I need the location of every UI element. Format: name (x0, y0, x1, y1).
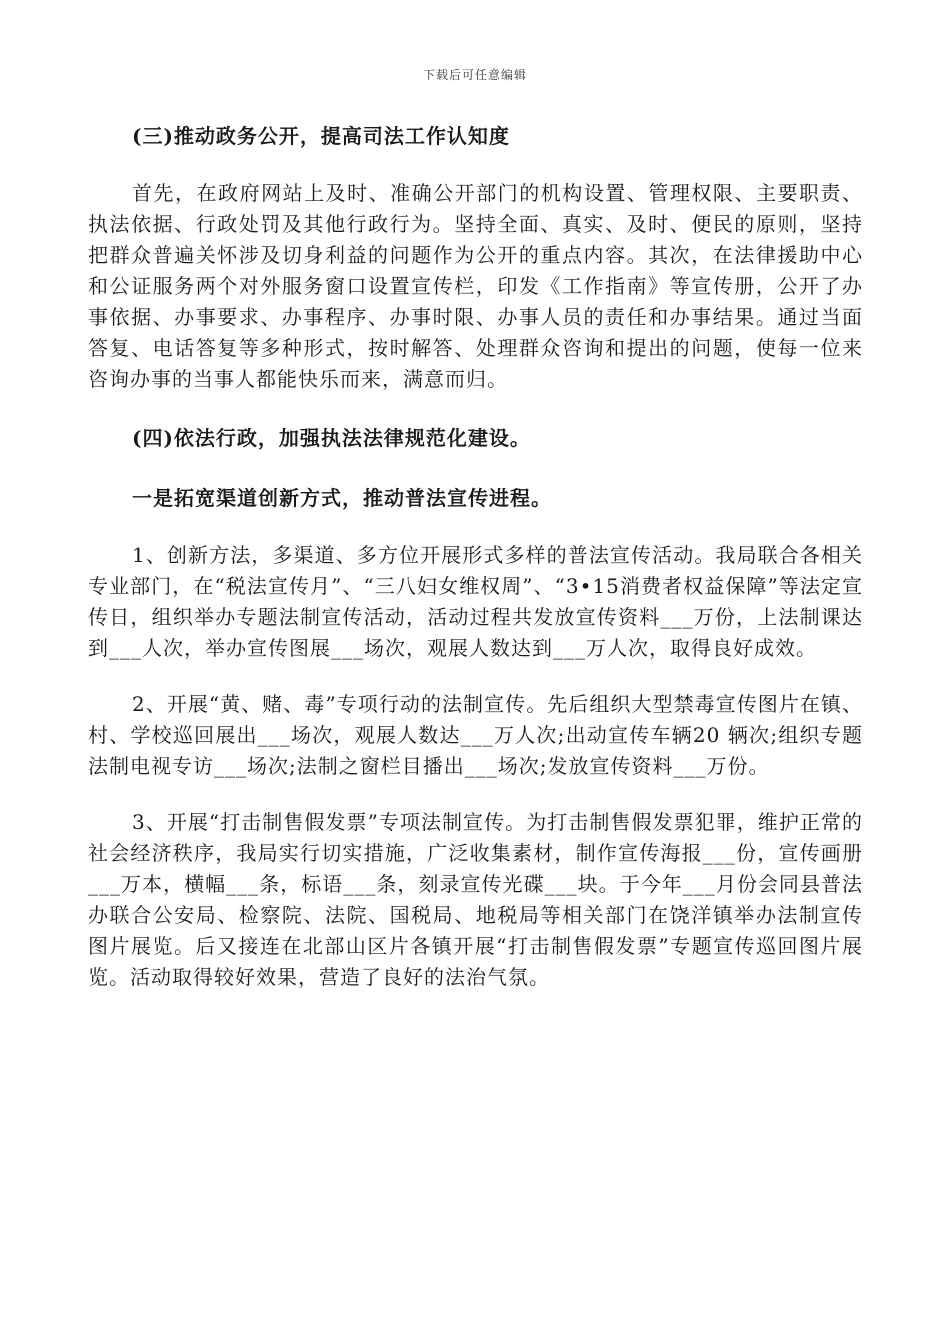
list-item-3: 3、开展“打击制售假发票”专项法制宣传。为打击制售假发票犯罪，维护正常的社会经济秩序，我局实行切实措施，广泛收集素材，制作宣传海报___份，宣传画册___万本，横幅___条，标语___条，刻录宣传光碟___块。于今年___月份会同县普法办联合公安局、检察院、法院、国税局、地税局等相关部门在饶洋镇举办法制宣传图片展览。后又接连在北部山区片各镇开展“打击制售假发票”专题宣传巡回图片展览。活动取得较好效果，营造了良好的法治气氛。 (88, 810, 863, 989)
list-item-2: 2、开展“黄、赌、毒”专项行动的法制宣传。先后组织大型禁毒宣传图片在镇、村、学校巡回展出___场次，观展人数达___万人次;出动宣传车辆20 辆次;组织专题法制电视专访___场次;法制之窗栏目播出___场次;发放宣传资料___万份。 (88, 692, 863, 778)
header-note: 下载后可任意编辑 (422, 68, 527, 82)
subsection-heading-1: 一是拓宽渠道创新方式，推动普法宣传进程。 (132, 486, 552, 510)
section-heading-4: (四)依法行政，加强执法法律规范化建设。 (132, 426, 531, 450)
section-heading-3: (三)推动政务公开，提高司法工作认知度 (132, 124, 510, 148)
list-item-1: 1、创新方法，多渠道、多方位开展形式多样的普法宣传活动。我局联合各相关专业部门，在“税法宣传月”、“三八妇女维权周”、“3•15消费者权益保障”等法定宣传日，组织举办专题法制宣传活动，活动过程共发放宣传资料___万份，上法制课达到___人次，举办宣传图展___场次，观展人数达到___万人次，取得良好成效。 (88, 543, 863, 660)
section-3-paragraph: 首先，在政府网站上及时、准确公开部门的机构设置、管理权限、主要职责、执法依据、行政处罚及其他行政行为。坚持全面、真实、及时、便民的原则，坚持把群众普遍关怀涉及切身利益的问题作为公开的重点内容。其次，在法律援助中心和公证服务两个对外服务窗口设置宣传栏，印发《工作指南》等宣传册，公开了办事依据、办事要求、办事程序、办事时限、办事人员的责任和办事结果。通过当面答复、电话答复等多种形式，按时解答、处理群众咨询和提出的问题，使每一位来咨询办事的当事人都能快乐而来，满意而归。 (88, 181, 863, 391)
document-body (88, 118, 863, 1018)
